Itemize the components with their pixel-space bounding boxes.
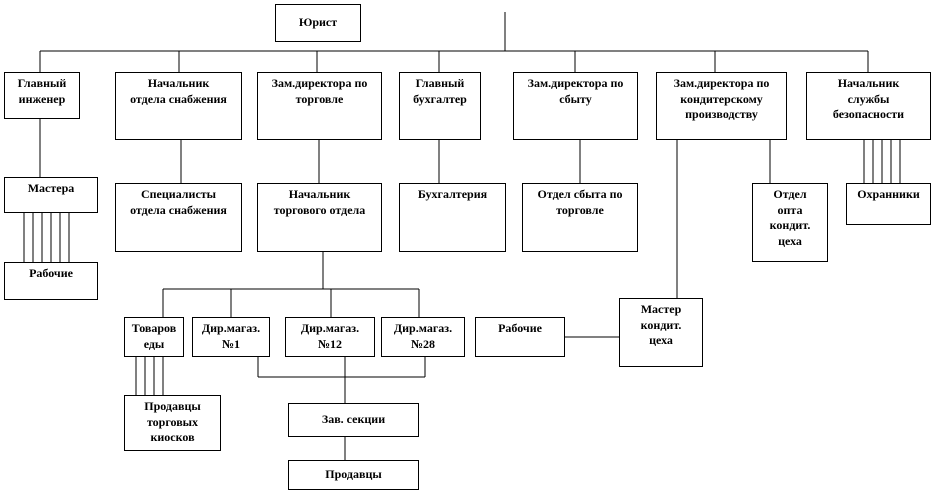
node-accounting (399, 183, 506, 252)
node-store-12-label: Дир.магаз. №12 (300, 321, 360, 351)
node-section-head (288, 403, 419, 437)
node-sales-dept-label: Отдел сбыта по торговле (537, 187, 623, 217)
node-confectionery-master (619, 298, 703, 367)
node-trade-dept-head (257, 183, 382, 252)
node-supply-head-label: Начальник отдела снабжения (130, 76, 227, 106)
node-store-1 (192, 317, 270, 357)
node-deputy-sales (513, 72, 638, 140)
node-confectionery-master-label: Мастер кондит. цеха (640, 302, 682, 348)
node-guards-label: Охранники (857, 187, 920, 201)
node-store-28-label: Дир.магаз. №28 (393, 321, 453, 351)
node-lawyer (275, 4, 361, 42)
node-deputy-trade-label: Зам.директора по торговле (271, 76, 368, 106)
node-guards (846, 183, 931, 225)
node-chief-accountant (399, 72, 481, 140)
node-wholesale-dept (752, 183, 828, 262)
node-workers-left-label: Рабочие (29, 266, 73, 280)
node-supply-head (115, 72, 242, 140)
node-sales-dept (522, 183, 638, 252)
node-chief-engineer (4, 72, 80, 119)
node-workers-left (4, 262, 98, 300)
node-deputy-confectionery-label: Зам.директора по кондитерскому производству (673, 76, 770, 122)
node-workers-right-label: Рабочие (498, 321, 542, 335)
node-masters (4, 177, 98, 213)
node-workers-right (475, 317, 565, 357)
node-kiosk-sellers (124, 395, 221, 451)
node-security-head (806, 72, 931, 140)
node-security-head-label: Начальник службы безопасности (832, 76, 905, 122)
node-kiosk-sellers-label: Продавцы торговых киосков (144, 399, 201, 445)
node-chief-accountant-label: Главный бухгалтер (413, 76, 467, 106)
node-section-head-label: Зав. секции (321, 412, 386, 427)
node-accounting-label: Бухгалтерия (417, 187, 488, 201)
node-trade-dept-head-label: Начальник торгового отдела (273, 187, 366, 217)
node-store-1-label: Дир.магаз. №1 (201, 321, 261, 351)
node-deputy-confectionery (656, 72, 787, 140)
node-deputy-sales-label: Зам.директора по сбыту (527, 76, 624, 106)
node-supply-specialists-label: Специалисты отдела снабжения (130, 187, 227, 217)
node-deputy-trade (257, 72, 382, 140)
node-merchandisers-label: Товаров еды (131, 321, 177, 351)
node-store-28 (381, 317, 465, 357)
node-masters-label: Мастера (27, 181, 75, 195)
node-sellers (288, 460, 419, 490)
node-supply-specialists (115, 183, 242, 252)
node-merchandisers (124, 317, 184, 357)
node-sellers-label: Продавцы (325, 467, 382, 482)
node-lawyer-label: Юрист (298, 15, 338, 30)
node-wholesale-dept-label: Отдел опта кондит. цеха (769, 187, 811, 248)
node-store-12 (285, 317, 375, 357)
node-chief-engineer-label: Главный инженер (17, 76, 67, 106)
